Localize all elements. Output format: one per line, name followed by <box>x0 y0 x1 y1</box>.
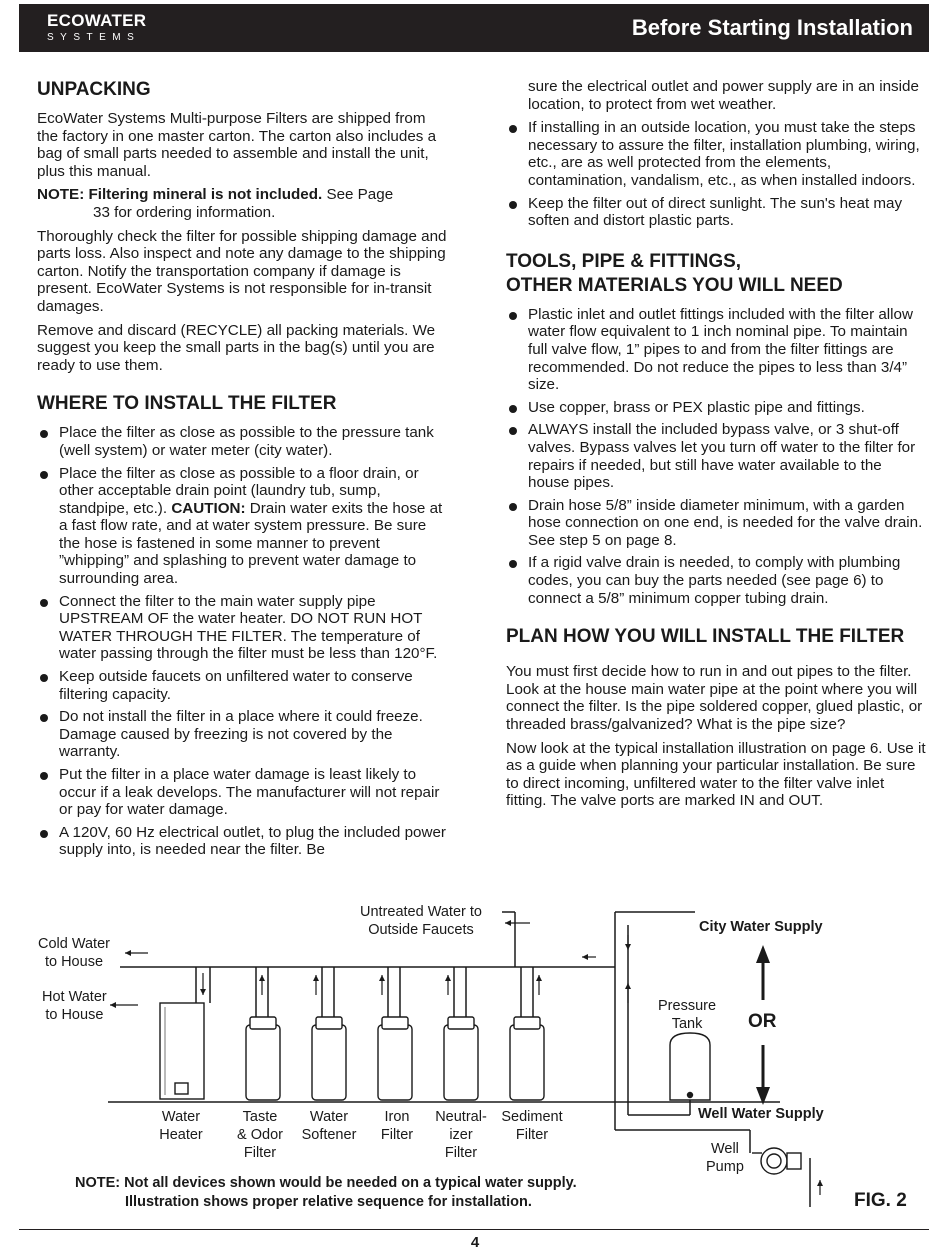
list-item: Do not install the filter in a place where it could freeze. Damage caused by freezing is not covered by the warranty. <box>37 708 447 761</box>
footer-divider <box>19 1229 929 1230</box>
note-continuation: 33 for ordering information. <box>93 203 276 221</box>
list-item: If installing in an outside location, you must take the steps necessary to assure the filter, installation plumbing, wiring, etc., are as well protected from the elements, contamination, vandalism, etc., as when installed indoors. <box>506 119 926 189</box>
label-city-water-supply: City Water Supply <box>699 919 823 935</box>
tools-heading-1: TOOLS, PIPE & FITTINGS, <box>506 250 742 272</box>
label-water-softener: Water Softener <box>301 1109 357 1143</box>
where-list-2 <box>506 119 926 230</box>
list-item: Keep outside faucets on unfiltered water to conserve filtering capacity. <box>37 668 447 703</box>
where-list-continuation: sure the electrical outlet and power supply are in an inside location, to protect from wet weather. <box>528 78 919 113</box>
tools-heading-2: OTHER MATERIALS YOU WILL NEED <box>506 274 843 296</box>
installation-figure <box>0 895 950 1225</box>
label-well-water-supply: Well Water Supply <box>698 1106 824 1122</box>
list-item: ALWAYS install the included bypass valve, or 3 shut-off valves. Bypass valves let you turn off water to the filter for repairs if needed, but still have water available to the house pipes. <box>506 421 926 491</box>
unpacking-paragraph-2: Thoroughly check the filter for possible shipping damage and parts loss. Also inspect and note any damage to the shipping carton. Notify the transportation company if damage is present. EcoWater Systems is not responsible for in-transit damages. <box>37 227 447 315</box>
list-item: Place the filter as close as possible to a floor drain, or other acceptable drain point (laundry tub, sump, standpipe, etc.). CAUTION: Drain water exits the hose at a fast flow rate, and at water system pressure. Be sure the hose is fastened in some manner to prevent ”whipping” and splashing to prevent water damage to surrounding area. <box>37 465 447 588</box>
unpacking-paragraph-3: Remove and discard (RECYCLE) all packing materials. We suggest you keep the small parts in the bag(s) until you are ready to use them. <box>37 321 436 374</box>
unpacking-paragraph-1: EcoWater Systems Multi-purpose Filters are shipped from the factory in one master carton. The carton also includes a bag of small parts needed to assemble and install the unit, plus this manual. <box>37 110 437 180</box>
label-neutralizer-filter: Neutral- izer Filter <box>435 1109 487 1161</box>
list-item: Keep the filter out of direct sunlight. The sun's heat may soften and distort plastic parts. <box>506 195 926 230</box>
list-item: Use copper, brass or PEX plastic pipe and fittings. <box>506 399 926 417</box>
tools-list <box>506 306 926 608</box>
where-list <box>37 424 447 859</box>
list-item: A 120V, 60 Hz electrical outlet, to plug the included power supply into, is needed near the filter. Be <box>37 824 447 859</box>
label-well-pump: Well Pump <box>706 1141 744 1175</box>
brand-subtitle: SYSTEMS <box>47 32 141 43</box>
plan-paragraph-2: Now look at the typical installation illustration on page 6. Use it as a guide when planning your particular installation. Be sure to direct incoming, unfiltered water to the filter valve inlet fitting. The valve ports are marked IN and OUT. <box>506 739 926 810</box>
note-rest: See Page <box>322 186 394 204</box>
unpacking-heading: UNPACKING <box>37 79 151 100</box>
label-or: OR <box>748 1011 777 1032</box>
unpacking-note <box>37 186 447 221</box>
caution-label: CAUTION: <box>171 499 246 517</box>
list-item: Place the filter as close as possible to the pressure tank (well system) or water meter (city water). <box>37 424 447 459</box>
label-untreated-water: Untreated Water to Outside Faucets <box>360 904 482 938</box>
label-cold-water: Cold Water to House <box>38 936 110 970</box>
brand-logo: ECOWATER <box>47 11 147 30</box>
plan-paragraph-1: You must first decide how to run in and out pipes to the filter. Look at the house main water pipe at the point where you will connect the filter. Is the pipe soldered copper, glued plastic, or threaded brass/galvanized? What is the pipe size? <box>506 663 923 734</box>
plan-heading: PLAN HOW YOU WILL INSTALL THE FILTER <box>506 626 905 648</box>
label-iron-filter: Iron Filter <box>380 1109 414 1143</box>
label-hot-water: Hot Water to House <box>42 989 107 1023</box>
label-sediment-filter: Sediment Filter <box>501 1109 563 1143</box>
caution-text: Drain water exits the hose at a fast flow rate, and at water system pressure. Be sure the hose is fastened in some manner to prevent ”whipping” and splashing to prevent water damage to surrounding area. <box>59 499 443 588</box>
page-title: Before Starting Installation <box>631 15 913 40</box>
list-item: Connect the filter to the main water supply pipe UPSTREAM OF the water heater. DO NOT RUN HOT WATER THROUGH THE FILTER. The temperature of water passing through the filter must be less than 120°F. <box>37 593 447 663</box>
page-header <box>19 4 929 52</box>
list-item: Put the filter in a place water damage is least likely to occur if a leak develops. The manufacturer will not repair or pay for water damage. <box>37 766 447 819</box>
label-water-heater: Water Heater <box>159 1109 203 1143</box>
list-item: Plastic inlet and outlet fittings included with the filter allow water flow equivalent to 1 inch nominal pipe. To maintain full valve flow, 1” pipes to and from the filter fittings are recommended. Do not reduce the pipes to less than 3/4” size. <box>506 306 926 394</box>
figure-note: NOTE: Not all devices shown would be needed on a typical water supply. Illustration shows proper relative sequence for installation. <box>75 1175 577 1210</box>
note-label: NOTE: Filtering mineral is not included. <box>37 186 323 204</box>
right-column <box>506 78 926 816</box>
list-item: Drain hose 5/8” inside diameter minimum, with a garden hose connection on one end, is needed for the valve drain. See step 5 on page 8. <box>506 497 926 550</box>
figure-caption: FIG. 2 <box>854 1190 907 1211</box>
where-heading: WHERE TO INSTALL THE FILTER <box>37 393 337 415</box>
label-taste-odor-filter: Taste & Odor Filter <box>237 1109 283 1161</box>
page-number: 4 <box>470 1234 480 1251</box>
left-column <box>37 78 447 864</box>
label-pressure-tank: Pressure Tank <box>658 998 717 1032</box>
list-item: If a rigid valve drain is needed, to comply with plumbing codes, you can buy the parts needed (see page 6) to connect a 5/8” minimum copper tubing drain. <box>506 554 926 607</box>
